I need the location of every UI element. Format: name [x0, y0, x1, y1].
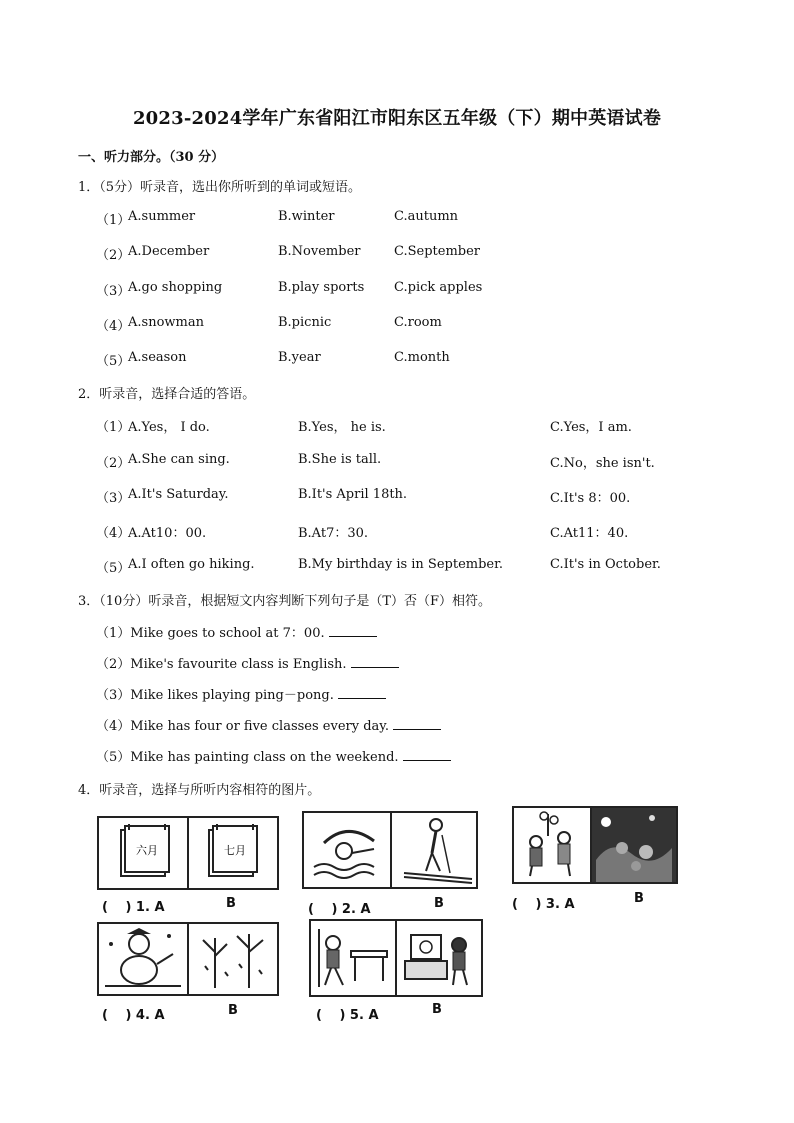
- picture-pair-4: [97, 922, 279, 996]
- calendar-june-icon: [99, 818, 187, 888]
- statement-text: Mike's favourite class is English.: [130, 657, 347, 672]
- option-b: B.year: [278, 350, 321, 365]
- picture-4b[interactable]: [189, 924, 277, 994]
- option-a: A.I often go hiking.: [128, 557, 255, 572]
- picture-5b[interactable]: [397, 921, 481, 995]
- option-a: A.December: [128, 244, 210, 259]
- swimming-icon: [304, 813, 390, 887]
- option-c: C.room: [394, 315, 442, 330]
- picture-pair-3: [512, 806, 678, 884]
- statement-row: [96, 746, 451, 765]
- picture-5-label: ( ) 5. A: [316, 1008, 379, 1023]
- question-2-stem: 2．听录音，选择合适的答语。: [78, 387, 256, 402]
- picture-1-label: ( ) 1. A: [102, 900, 165, 915]
- statement-text: Mike likes playing ping－pong.: [130, 688, 334, 703]
- picture-1-b-label: B: [226, 896, 236, 911]
- answer-blank[interactable]: [338, 687, 386, 699]
- option-c: C.September: [394, 244, 481, 259]
- page-title: 2023-2024学年广东省阳江市阳东区五年级（下）期中英语试卷: [132, 108, 662, 129]
- option-number: （4）: [96, 526, 131, 541]
- statement-text: Mike has four or five classes every day.: [130, 719, 390, 734]
- option-a: A.At10：00.: [128, 526, 207, 541]
- calendar-july-text: 七月: [224, 844, 246, 857]
- option-b: B.winter: [278, 209, 335, 224]
- statement-number: （5）: [96, 750, 131, 765]
- picture-2-label: ( ) 2. A: [308, 902, 371, 917]
- picture-3-b-label: B: [634, 891, 644, 906]
- option-a: A.It's Saturday.: [128, 487, 229, 502]
- answer-blank[interactable]: [403, 749, 451, 761]
- question-3-stem: 3．（10分）听录音，根据短文内容判断下列句子是（T）否（F）相符。: [78, 594, 492, 609]
- statement-row: [96, 715, 441, 734]
- option-a: A.Yes， I do.: [128, 420, 210, 435]
- option-b: B.At7：30.: [298, 526, 369, 541]
- option-number: （5）: [96, 354, 131, 369]
- question-4-stem: 4．听录音，选择与所听内容相符的图片。: [78, 783, 321, 798]
- picture-2b[interactable]: [392, 813, 476, 887]
- kid-watching-tv-icon: [397, 921, 481, 995]
- section-heading-listening: 一、听力部分。（30 分）: [78, 150, 225, 165]
- option-c: C.Yes，I am.: [550, 420, 632, 435]
- snowman-icon: [99, 924, 187, 994]
- statement-number: （1）: [96, 626, 131, 641]
- option-number: （5）: [96, 561, 131, 576]
- option-number: （3）: [96, 284, 131, 299]
- picture-3a[interactable]: [514, 808, 592, 882]
- picture-5-b-label: B: [432, 1002, 442, 1017]
- option-c: C.It's in October.: [550, 557, 661, 572]
- picture-4-label: ( ) 4. A: [102, 1008, 165, 1023]
- option-b: B.My birthday is in September.: [298, 557, 504, 572]
- kids-picking-apples-icon: [514, 808, 590, 882]
- option-a: A.go shopping: [128, 280, 223, 295]
- picture-4-b-label: B: [228, 1003, 238, 1018]
- option-a: A.snowman: [128, 315, 204, 330]
- option-number: （2）: [96, 456, 131, 471]
- answer-blank[interactable]: [351, 656, 399, 668]
- picture-1b[interactable]: [189, 818, 277, 888]
- answer-blank[interactable]: [393, 718, 441, 730]
- option-b: B.She is tall.: [298, 452, 382, 467]
- statement-text: Mike has painting class on the weekend.: [130, 750, 399, 765]
- park-at-night-icon: [592, 808, 676, 882]
- picture-2a[interactable]: [304, 813, 392, 887]
- picture-2-b-label: B: [434, 896, 444, 911]
- option-b: B.Yes， he is.: [298, 420, 386, 435]
- option-number: （2）: [96, 248, 131, 263]
- option-number: （3）: [96, 491, 131, 506]
- calendar-july-icon: [189, 818, 277, 888]
- statement-row: [96, 622, 377, 641]
- option-number: （1）: [96, 213, 131, 228]
- option-c: C.month: [394, 350, 450, 365]
- skiing-icon: [392, 813, 476, 887]
- option-a: A.season: [128, 350, 187, 365]
- statement-number: （2）: [96, 657, 131, 672]
- answer-blank[interactable]: [329, 625, 377, 637]
- question-1-stem: 1．（5分）听录音，选出你所听到的单词或短语。: [78, 180, 362, 195]
- picture-1a[interactable]: [99, 818, 189, 888]
- picture-5a[interactable]: [311, 921, 397, 995]
- option-a: A.She can sing.: [128, 452, 230, 467]
- option-number: （1）: [96, 420, 131, 435]
- picture-pair-5: [309, 919, 483, 997]
- option-b: B.picnic: [278, 315, 332, 330]
- autumn-trees-icon: [189, 924, 277, 994]
- option-a: A.summer: [128, 209, 196, 224]
- boy-at-table-icon: [311, 921, 395, 995]
- option-c: C.pick apples: [394, 280, 483, 295]
- picture-pair-2: [302, 811, 478, 889]
- statement-number: （3）: [96, 688, 131, 703]
- statement-row: [96, 653, 399, 672]
- option-b: B.It's April 18th.: [298, 487, 408, 502]
- calendar-june-text: 六月: [136, 844, 158, 857]
- picture-pair-1: [97, 816, 279, 890]
- picture-3b[interactable]: [592, 808, 676, 882]
- option-c: C.No，she isn't.: [550, 456, 655, 471]
- option-c: C.At11：40.: [550, 526, 629, 541]
- picture-3-label: ( ) 3. A: [512, 897, 575, 912]
- statement-text: Mike goes to school at 7：00.: [130, 626, 325, 641]
- option-c: C.It's 8：00.: [550, 491, 631, 506]
- option-number: （4）: [96, 319, 131, 334]
- option-b: B.play sports: [278, 280, 365, 295]
- statement-row: [96, 684, 386, 703]
- option-c: C.autumn: [394, 209, 459, 224]
- statement-number: （4）: [96, 719, 131, 734]
- option-b: B.November: [278, 244, 361, 259]
- picture-4a[interactable]: [99, 924, 189, 994]
